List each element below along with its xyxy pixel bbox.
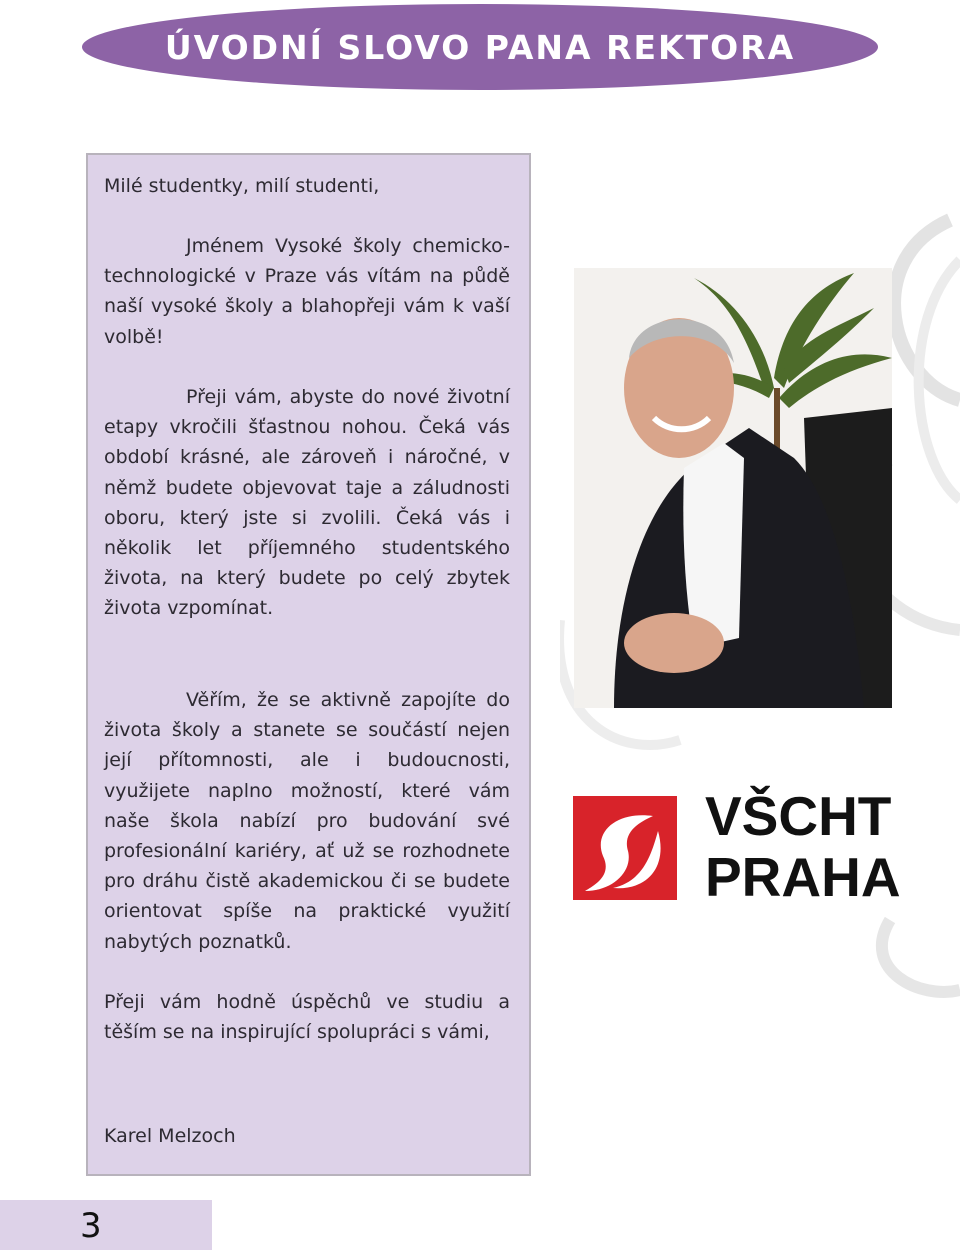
paragraph-welcome: Jménem Vysoké školy chemicko-technologické v Praze vás vítám na půdě naší vysoké školy a blahopřeji vám k vaší volbě!: [104, 235, 510, 348]
page-number: 3: [80, 1206, 102, 1246]
signature: Karel Melzoch: [104, 1125, 236, 1147]
rector-portrait-photo: [574, 268, 892, 708]
page-title: ÚVODNÍ SLOVO PANA REKTORA: [164, 27, 796, 67]
paragraph-wishes: Přeji vám, abyste do nové životní etapy vkročili šťastnou nohou. Čeká vás období krásné, ale zároveň i náročné, v němž budete objevovat taje a záludnosti oboru, který jste si zvolili. Čeká vás i několik let příjemného studentského života, na který budete po celý zbytek života vzpomínat.: [104, 386, 510, 620]
salutation: Milé studentky, milí studenti,: [104, 175, 380, 197]
paragraph-closing: Přeji vám hodně úspěchů ve studiu a těším se na inspirující spolupráci s vámi,: [104, 991, 510, 1044]
logo-line-1: VŠCHT: [705, 785, 892, 847]
vscht-wordmark: [705, 786, 905, 908]
paragraph-belief: Věřím, že se aktivně zapojíte do života školy a stanete se součástí nejen její přítomnosti, ale i budoucnosti, využijete naplno možností, které vám naše škola nabízí pro budování své profesionální kariéry, ať už se rozhodnete pro dráhu čistě akademickou či se budete orientovat spíše na praktické využití nabytých poznatků.: [104, 689, 510, 953]
logo-line-2: PRAHA: [705, 846, 901, 908]
vscht-logo-icon: [573, 796, 677, 900]
